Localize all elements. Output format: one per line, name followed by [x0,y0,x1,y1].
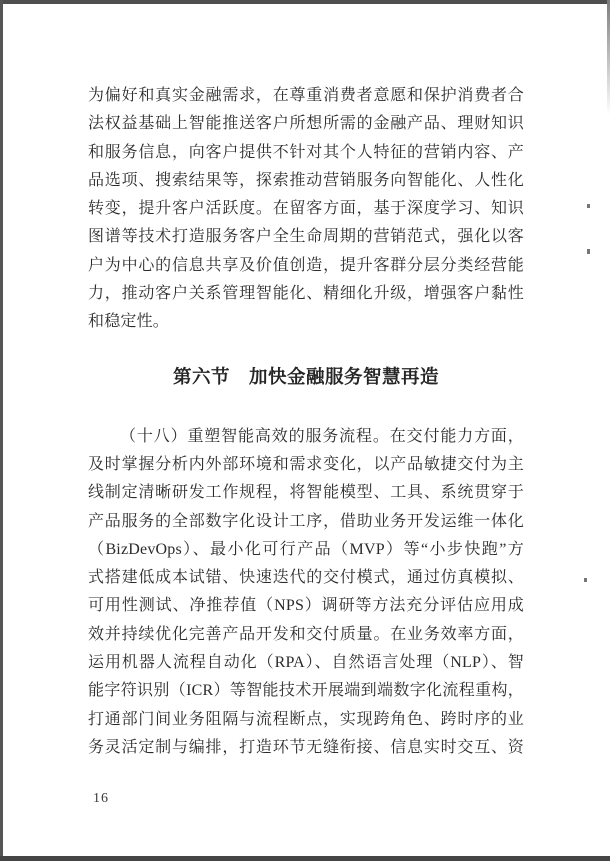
page-body [88,82,524,762]
text-line: 力，推动客户关系管理智能化、精细化升级，增强客户黏性 [88,285,524,303]
text-line: 及时掌握分析内外部环境和需求变化，以产品敏捷交付为主 [88,455,524,473]
text-line: 转变，提升客户活跃度。在留客方面，基于深度学习、知识 [88,200,524,218]
scan-artifact-speck [584,578,587,582]
paragraph-continuation [88,82,524,337]
text-line: 运用机器人流程自动化（RPA）、自然语言处理（NLP）、智 [88,654,524,672]
text-line: 图谱等技术打造服务客户全生命周期的营销范式，强化以客 [88,228,524,246]
text-line: 务灵活定制与编排，打造环节无缝衔接、信息实时交互、资 [88,738,524,756]
text-line: 品选项、搜索结果等，探索推动营销服务向智能化、人性化 [88,171,524,189]
text-line: 产品服务的全部数字化设计工序，借助业务开发运维一体化 [88,512,524,530]
scan-edge-top [0,0,610,4]
text-line: 效并持续优化完善产品开发和交付质量。在业务效率方面， [88,625,524,643]
text-line: （BizDevOps）、最小化可行产品（MVP）等“小步快跑”方 [88,540,524,558]
text-line: 能字符识别（ICR）等智能技术开展端到端数字化流程重构， [88,682,524,700]
text-line: 式搭建低成本试错、快速迭代的交付模式，通过仿真模拟、 [88,569,524,587]
paragraph-item-18 [88,423,524,763]
text-line: 为偏好和真实金融需求，在尊重消费者意愿和保护消费者合 [88,87,524,104]
scan-artifact-speck [587,249,590,254]
text-line: 和稳定性。 [88,313,170,331]
text-line: 线制定清晰研发工作规程，将智能模型、工具、系统贯穿于 [88,484,524,502]
scan-edge-left [0,0,3,861]
text-line: （十八）重塑智能高效的服务流程。在交付能力方面， [120,427,524,445]
text-line: 和服务信息，向客户提供不针对其个人特征的营销内容、产 [88,143,524,161]
section-heading: 第六节 加快金融服务智慧再造 [172,367,439,388]
scan-artifact-speck [587,204,590,208]
text-line: 打通部门间业务阻隔与流程断点，实现跨角色、跨时序的业 [88,710,524,728]
text-line: 可用性测试、净推荐值（NPS）调研等方法充分评估应用成 [88,597,524,615]
text-line: 户为中心的信息共享及价值创造，提升客群分层分类经营能 [88,256,524,274]
text-line: 法权益基础上智能推送客户所想所需的金融产品、理财知识 [88,115,524,133]
page-number: 16 [93,791,109,806]
scan-edge-bottom [0,856,610,861]
